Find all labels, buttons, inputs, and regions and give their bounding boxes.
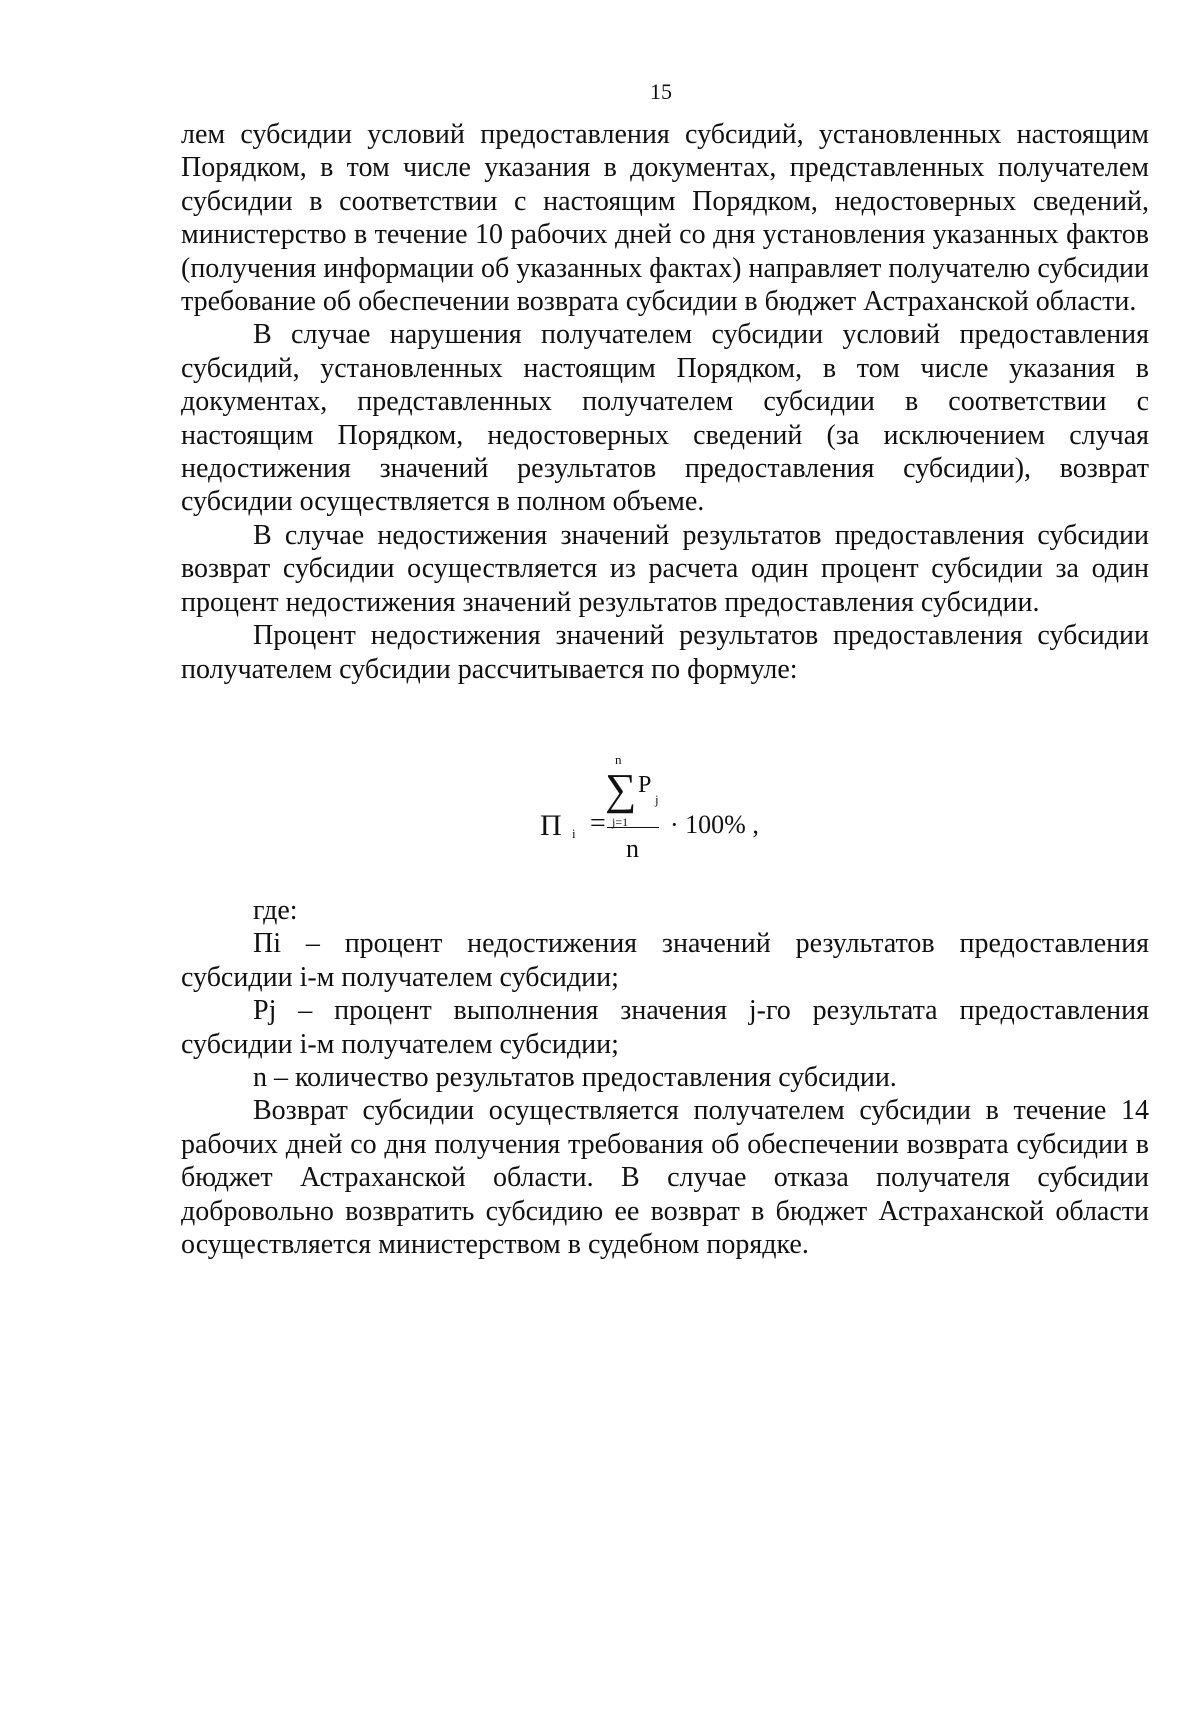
formula-sum-symbol: ∑ xyxy=(605,765,637,814)
formula-multiplier: · 100% , xyxy=(670,810,759,839)
formula-denominator: n xyxy=(626,834,639,863)
paragraph: В случае недостижения значений результатов предоставления субсидии возврат субсидии осуществляется из расчета один процент субсидии за один процент недостижения значений результатов предоставления субсидии. xyxy=(181,519,1149,618)
formula-equals: = xyxy=(590,808,606,839)
paragraph: Возврат субсидии осуществляется получателем субсидии в течение 14 рабочих дней со дня получения требования об обеспечении возврата субсидии в бюджет Астраханской области. В случае отказа получателя субсидии добровольно возвратить субсидию ее возврат в бюджет Астраханской области осуществляется министерством в судебном порядке. xyxy=(181,1095,1149,1261)
paragraph: n – количество результатов предоставления субсидии. xyxy=(253,1062,897,1094)
formula-sum-upper-limit: n xyxy=(615,752,622,767)
paragraph: В случае нарушения получателем субсидии условий предоставления субсидий, установленных настоящим Порядком, в том числе указания в документах, представленных получателем субсидии в соответствии с настоящим Порядком, недостоверных сведений (за исключением случая недостижения значений результатов предоставления субсидии), возврат субсидии осуществляется в полном объеме. xyxy=(181,319,1149,518)
body-text-lower xyxy=(181,894,1149,1261)
formula xyxy=(520,752,860,870)
paragraph: Pj – процент выполнения значения j-го результата предоставления субсидии i-м получателем субсидии; xyxy=(181,995,1149,1060)
formula-sum-lower-limit: j=1 xyxy=(612,815,629,829)
paragraph: Процент недостижения значений результатов предоставления субсидии получателем субсидии рассчитывается по формуле: xyxy=(181,620,1149,685)
paragraph: Пi – процент недостижения значений результатов предоставления субсидии i-м получателем субсидии; xyxy=(181,928,1149,993)
formula-lhs-subscript: i xyxy=(572,826,576,841)
body-text-upper xyxy=(181,118,1149,686)
formula-fraction-bar xyxy=(607,827,659,828)
paragraph: где: xyxy=(253,895,298,926)
page-number: 15 xyxy=(650,79,672,104)
formula-lhs: П xyxy=(540,809,562,842)
formula-numerator-var: P xyxy=(638,772,652,798)
paragraph: лем субсидии условий предоставления субсидий, установленных настоящим Порядком, в том числе указания в документах, представленных получателем субсидии в соответствии с настоящим Порядком, недостоверных сведений, министерство в течение 10 рабочих дней со дня установления указанных фактов (получения информации об указанных фактах) направляет получателю субсидии требование об обеспечении возврата субсидии в бюджет Астраханской области. xyxy=(181,119,1149,318)
formula-numerator-subscript: j xyxy=(655,792,659,807)
